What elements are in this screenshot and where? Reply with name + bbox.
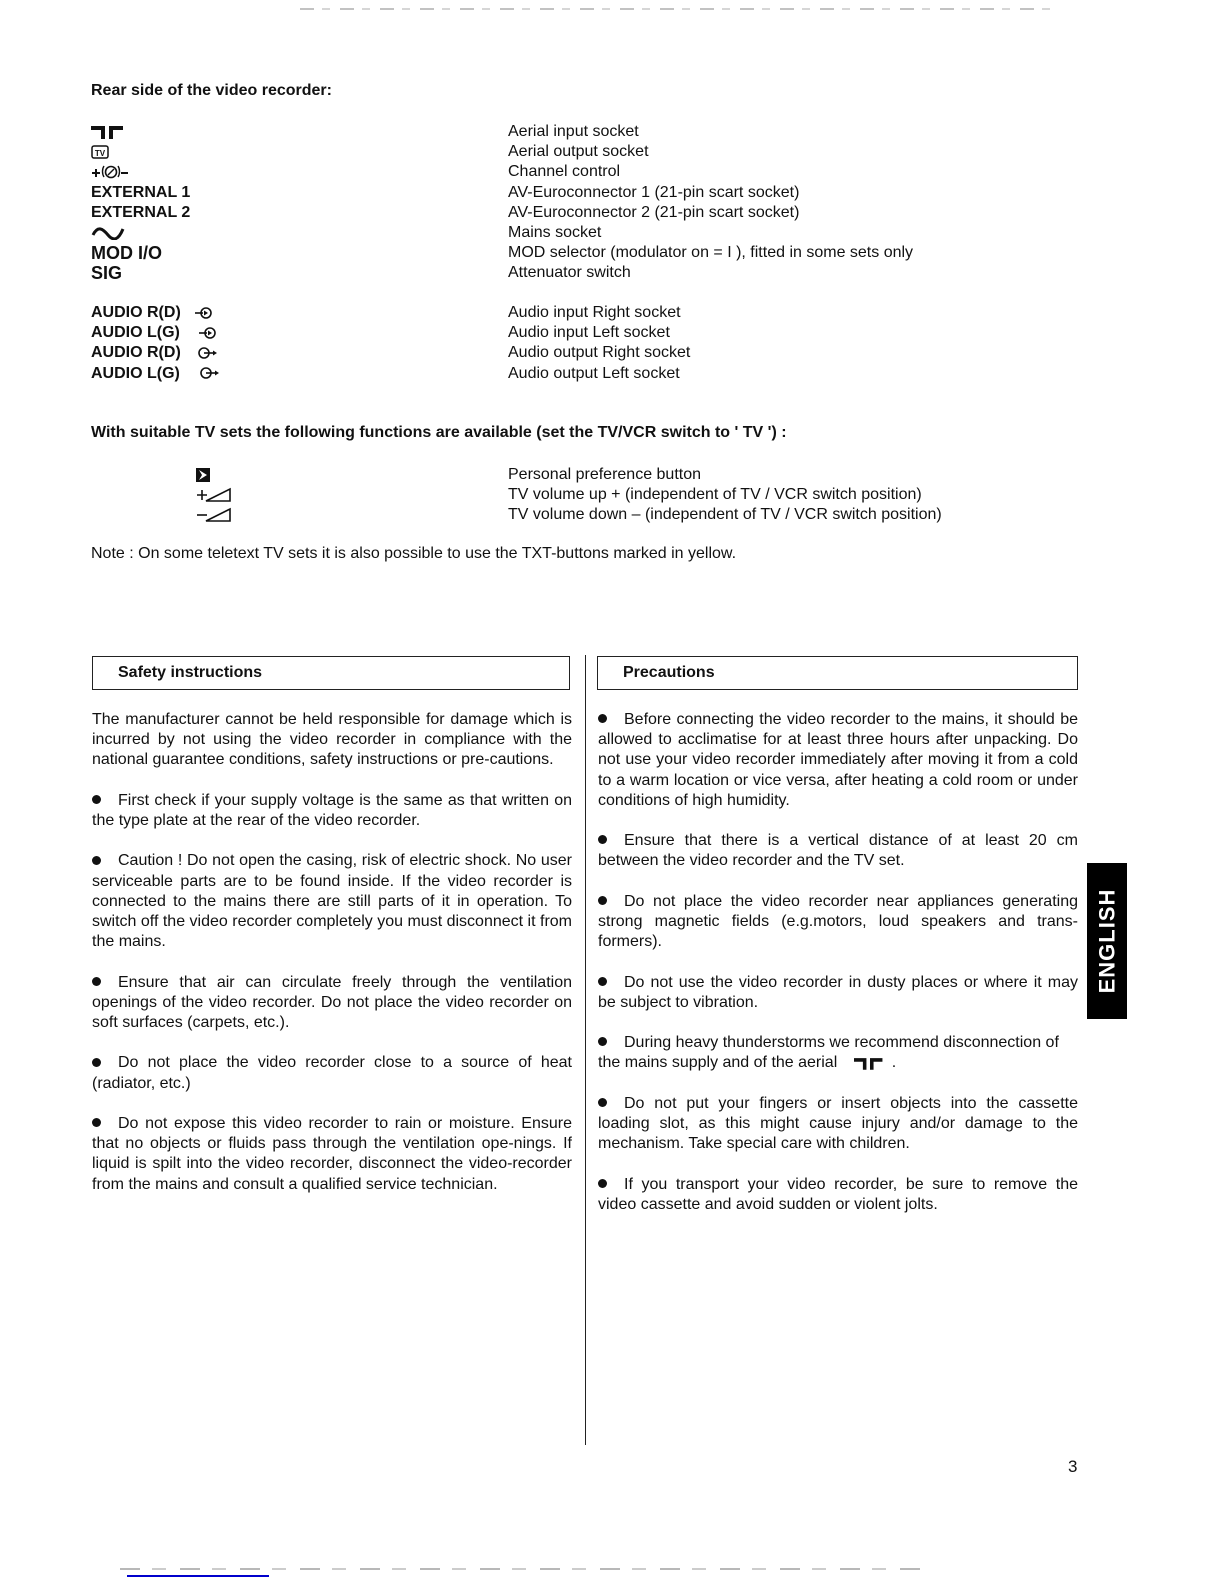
bullet-icon (598, 896, 607, 905)
bullet-icon (92, 856, 101, 865)
bullet-icon (598, 1098, 607, 1107)
tv-icon (91, 142, 109, 162)
bullet-icon (92, 1058, 101, 1067)
page-number: 3 (1068, 1457, 1078, 1476)
aerial-icon (854, 1056, 886, 1071)
rear-side-heading: Rear side of the video recorder: (91, 82, 332, 99)
channel-control-icon (91, 162, 131, 182)
list-item: TV volume up + (independent of TV / VCR switch position) (91, 485, 991, 505)
list-item: Channel control (91, 162, 991, 182)
safety-paragraph: First check if your supply voltage is the same as that written on the type plate at the rear of the video recorder. (92, 791, 572, 829)
scan-artifact-bottom (120, 1568, 920, 1570)
column-divider (585, 655, 586, 1445)
audio-output-icon (197, 346, 219, 360)
aerial-icon (91, 122, 127, 142)
tv-functions-list (91, 465, 991, 526)
bullet-icon (598, 714, 607, 723)
safety-paragraph: Caution ! Do not open the casing, risk of electric shock. No user serviceable parts are to be found inside. If the video recorder is connected to the mains there are still parts of it in operation. To switch off the video recorder completely you must disconnect it from the mains. (92, 852, 572, 951)
list-item: AUDIO R(D) Audio output Right socket (91, 344, 691, 362)
audio-input-icon (197, 326, 219, 340)
list-item: TV Aerial output socket (91, 142, 991, 162)
personal-preference-icon (196, 465, 210, 485)
precaution-paragraph: Do not place the video recorder near appliances generating strong magnetic fields (e.g.motors, loud speakers and trans-formers). (598, 892, 1078, 951)
precaution-paragraph: Do not use the video recorder in dusty places or where it may be subject to vibration. (598, 973, 1078, 1011)
bullet-icon (92, 795, 101, 804)
precaution-paragraph: During heavy thunderstorms we recommend disconnection of the mains supply and of the aerial . (598, 1034, 1059, 1072)
bullet-icon (598, 1179, 607, 1188)
list-item: Aerial input socket (91, 122, 991, 142)
scan-artifact-top (300, 8, 1060, 10)
audio-input-icon (193, 306, 215, 320)
mains-icon (91, 223, 125, 243)
list-item: Personal preference button (91, 465, 991, 485)
precaution-paragraph: Before connecting the video recorder to the mains, it should be allowed to acclimatise for at least three hours after unpacking. Do not use your video recorder immediately after moving it from a cold to a warm location or vice versa, after heating a cold room or under conditions of high humidity. (598, 711, 1078, 809)
list-item: EXTERNAL 1 AV-Euroconnector 1 (21-pin scart socket) (91, 183, 800, 201)
precaution-paragraph: Do not put your fingers or insert objects into the cassette loading slot, as this might cause injury and/or damage to the mechanism. Take special care with children. (598, 1094, 1078, 1153)
rear-side-list (91, 122, 991, 284)
precautions-body (598, 710, 1078, 1235)
safety-instructions-body (92, 710, 572, 1215)
tv-functions-heading: With suitable TV sets the following functions are available (set the TV/VCR switch to ' TV ') : (91, 424, 787, 441)
safety-paragraph: Ensure that air can circulate freely through the ventilation openings of the video recorder. Do not place the video recorder on soft surfaces (carpets, etc.). (92, 973, 572, 1031)
precautions-header: Precautions (597, 656, 1078, 690)
bullet-icon (92, 1118, 101, 1127)
list-item: AUDIO L(G) Audio input Left socket (91, 324, 670, 342)
precaution-paragraph: If you transport your video recorder, be sure to remove the video cassette and avoid sudden or violent jolts. (598, 1175, 1078, 1213)
list-item: EXTERNAL 2 AV-Euroconnector 2 (21-pin scart socket) (91, 203, 800, 221)
volume-up-icon (196, 485, 232, 505)
bullet-icon (598, 977, 607, 986)
precaution-paragraph: Ensure that there is a vertical distance of at least 20 cm between the video recorder and the TV set. (598, 832, 1078, 870)
bullet-icon (598, 835, 607, 844)
list-item: AUDIO L(G) Audio output Left socket (91, 364, 680, 382)
list-item: TV volume down – (independent of TV / VCR switch position) (91, 505, 991, 525)
svg-text:TV: TV (94, 148, 106, 158)
audio-output-icon (199, 366, 221, 380)
list-item: Mains socket (91, 223, 991, 243)
teletext-note: Note : On some teletext TV sets it is also possible to use the TXT-buttons marked in yellow. (91, 545, 737, 562)
scan-artifact-link-line (127, 1575, 269, 1577)
volume-down-icon (196, 505, 232, 525)
safety-paragraph: The manufacturer cannot be held responsible for damage which is incurred by not using the video recorder in compliance with the national guarantee conditions, safety instructions or pre-cautions. (92, 711, 572, 769)
audio-list (91, 303, 991, 384)
list-item: SIG Attenuator switch (91, 263, 631, 284)
list-item: MOD I/O MOD selector (modulator on = I ), fitted in some sets only (91, 243, 914, 264)
safety-paragraph: Do not place the video recorder close to a source of heat (radiator, etc.) (92, 1054, 572, 1092)
bullet-icon (92, 977, 101, 986)
safety-paragraph: Do not expose this video recorder to rain or moisture. Ensure that no objects or fluids pass through the ventilation ope-nings. If liquid is spilt into the video recorder, disconnect the video-recorder from the mains and consult a qualified service technician. (92, 1114, 572, 1193)
language-tab: ENGLISH (1087, 863, 1127, 1019)
list-item: AUDIO R(D) Audio input Right socket (91, 304, 681, 321)
safety-instructions-header: Safety instructions (92, 656, 570, 690)
bullet-icon (598, 1037, 607, 1046)
